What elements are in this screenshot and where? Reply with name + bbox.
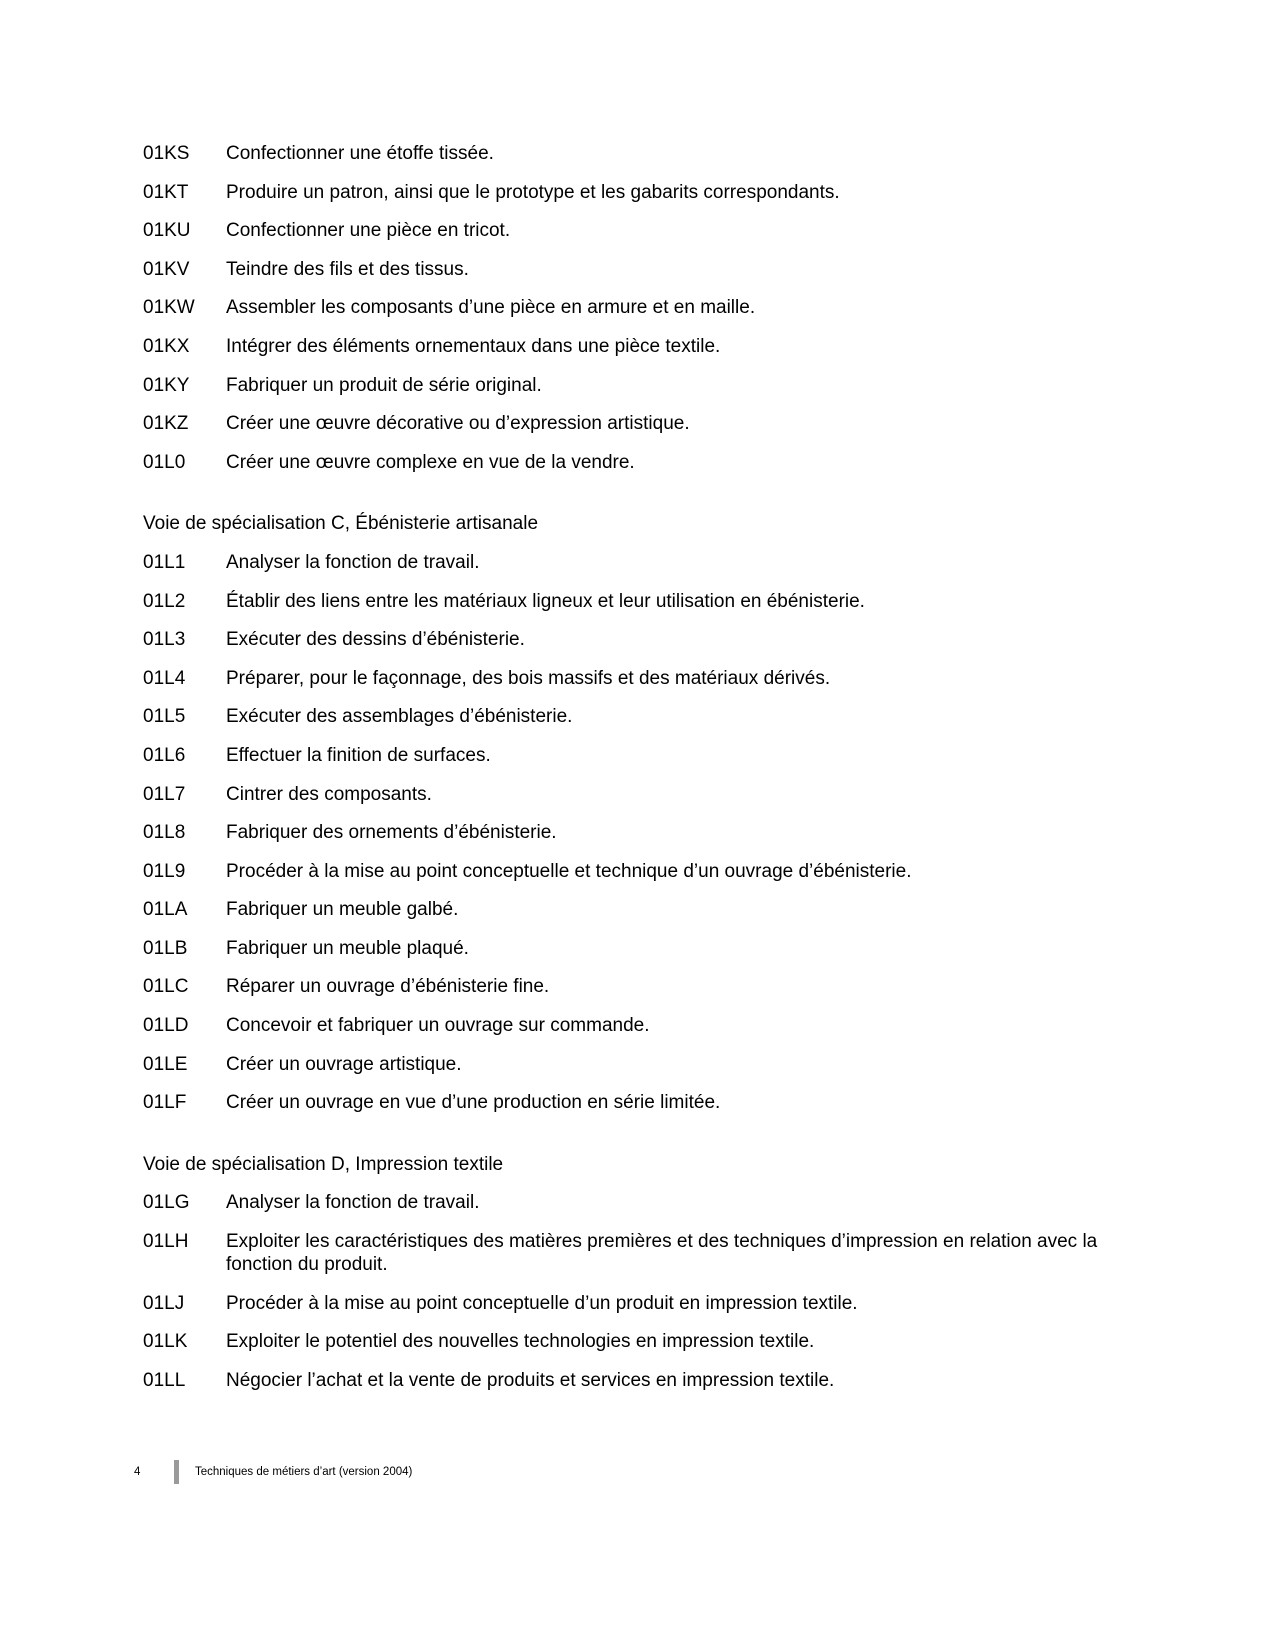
competency-code: 01LA (143, 899, 188, 921)
competency-item (143, 1191, 1123, 1214)
competency-code: 01L7 (143, 783, 186, 805)
competency-text: Réparer un ouvrage d’ébénisterie fine. (226, 976, 550, 998)
competency-code: 01LL (143, 1369, 186, 1391)
competency-text: Effectuer la finition de surfaces. (226, 744, 491, 766)
competency-item (143, 374, 1123, 397)
competency-text: Procéder à la mise au point conceptuelle et technique d’un ouvrage d’ébénisterie. (226, 860, 912, 882)
competency-item (143, 551, 1123, 574)
competency-item (143, 667, 1123, 690)
competency-item (143, 783, 1123, 806)
competency-item (143, 1014, 1123, 1037)
competency-text: Confectionner une pièce en tricot. (226, 220, 511, 242)
competency-item (143, 335, 1123, 358)
competency-item (143, 451, 1123, 474)
page-footer (0, 1460, 1275, 1490)
competency-text: Négocier l’achat et la vente de produits et services en impression textile. (226, 1369, 835, 1391)
competency-text: Concevoir et fabriquer un ouvrage sur commande. (226, 1015, 650, 1037)
competency-text: Fabriquer un meuble galbé. (226, 899, 459, 921)
competency-text: Analyser la fonction de travail. (226, 1192, 480, 1214)
competency-text: Analyser la fonction de travail. (226, 551, 480, 573)
competency-code: 01KY (143, 374, 190, 396)
competency-text: Fabriquer des ornements d’ébénisterie. (226, 822, 557, 844)
competency-text: Préparer, pour le façonnage, des bois massifs et des matériaux dérivés. (226, 667, 831, 689)
competency-text: Fabriquer un produit de série original. (226, 374, 542, 396)
competency-code: 01L3 (143, 629, 186, 651)
competency-code: 01L6 (143, 744, 186, 766)
competency-item (143, 1091, 1123, 1114)
competency-code: 01KX (143, 335, 190, 357)
footer-divider (174, 1460, 179, 1484)
competency-text: Créer un ouvrage en vue d’une production en série limitée. (226, 1092, 721, 1114)
competency-code: 01KV (143, 258, 190, 280)
competency-item (143, 412, 1123, 435)
competency-code: 01LB (143, 937, 188, 959)
competency-text: Créer une œuvre complexe en vue de la vendre. (226, 451, 635, 473)
competency-item (143, 937, 1123, 960)
section-heading: Voie de spécialisation C, Ébénisterie artisanale (143, 513, 539, 535)
competency-item (143, 821, 1123, 844)
competency-item (143, 744, 1123, 767)
competency-text: Créer une œuvre décorative ou d’expression artistique. (226, 413, 690, 435)
competency-code: 01KT (143, 181, 189, 203)
competency-text: Exécuter des dessins d’ébénisterie. (226, 629, 525, 651)
competency-code: 01LF (143, 1092, 187, 1114)
competency-code: 01L9 (143, 860, 186, 882)
competency-item (143, 898, 1123, 921)
competency-text: Confectionner une étoffe tissée. (226, 143, 494, 164)
competency-item (143, 1369, 1123, 1392)
competency-item (143, 628, 1123, 651)
competency-code: 01KS (143, 143, 190, 164)
competency-code: 01L2 (143, 590, 186, 612)
competency-code: 01L5 (143, 706, 186, 728)
competency-item (143, 1330, 1123, 1353)
competency-text: Teindre des fils et des tissus. (226, 258, 469, 280)
competency-code: 01LD (143, 1015, 189, 1037)
competency-code: 01KW (143, 297, 195, 319)
competency-list (143, 142, 1123, 1407)
competency-item (143, 1230, 1123, 1276)
competency-code: 01KZ (143, 413, 189, 435)
competency-item (143, 1053, 1123, 1076)
competency-text: Procéder à la mise au point conceptuelle d’un produit en impression textile. (226, 1292, 858, 1314)
competency-code: 01L1 (143, 551, 186, 573)
competency-item (143, 1292, 1123, 1315)
competency-code: 01LH (143, 1231, 189, 1253)
competency-code: 01LK (143, 1331, 188, 1353)
competency-code: 01KU (143, 220, 191, 242)
competency-code: 01LE (143, 1053, 188, 1075)
competency-text: Intégrer des éléments ornementaux dans une pièce textile. (226, 335, 721, 357)
competency-item (143, 258, 1123, 281)
page-number: 4 (134, 1466, 141, 1478)
competency-item (143, 219, 1123, 242)
competency-item (143, 296, 1123, 319)
competency-item (143, 705, 1123, 728)
competency-item (143, 181, 1123, 204)
competency-text: Assembler les composants d’une pièce en armure et en maille. (226, 297, 756, 319)
competency-code: 01L8 (143, 822, 186, 844)
competency-text: Créer un ouvrage artistique. (226, 1053, 462, 1075)
competency-code: 01LG (143, 1192, 190, 1214)
competency-text: Exécuter des assemblages d’ébénisterie. (226, 706, 573, 728)
competency-item (143, 860, 1123, 883)
competency-code: 01L4 (143, 667, 186, 689)
section-heading: Voie de spécialisation D, Impression textile (143, 1153, 504, 1175)
competency-code: 01L0 (143, 451, 186, 473)
competency-text: Cintrer des composants. (226, 783, 432, 805)
competency-item (143, 142, 1123, 165)
competency-text: Produire un patron, ainsi que le prototype et les gabarits correspondants. (226, 181, 840, 203)
competency-text: Établir des liens entre les matériaux ligneux et leur utilisation en ébénisterie. (226, 590, 865, 612)
competency-text: Fabriquer un meuble plaqué. (226, 937, 469, 959)
competency-text: Exploiter les caractéristiques des matières premières et des techniques d’impression en relation avec la fonction du produit. (226, 1231, 1098, 1276)
competency-code: 01LJ (143, 1292, 185, 1314)
competency-text: Exploiter le potentiel des nouvelles technologies en impression textile. (226, 1331, 815, 1353)
competency-code: 01LC (143, 976, 189, 998)
competency-item (143, 975, 1123, 998)
competency-item (143, 590, 1123, 613)
footer-title: Techniques de métiers d’art (version 2004) (195, 1466, 413, 1478)
